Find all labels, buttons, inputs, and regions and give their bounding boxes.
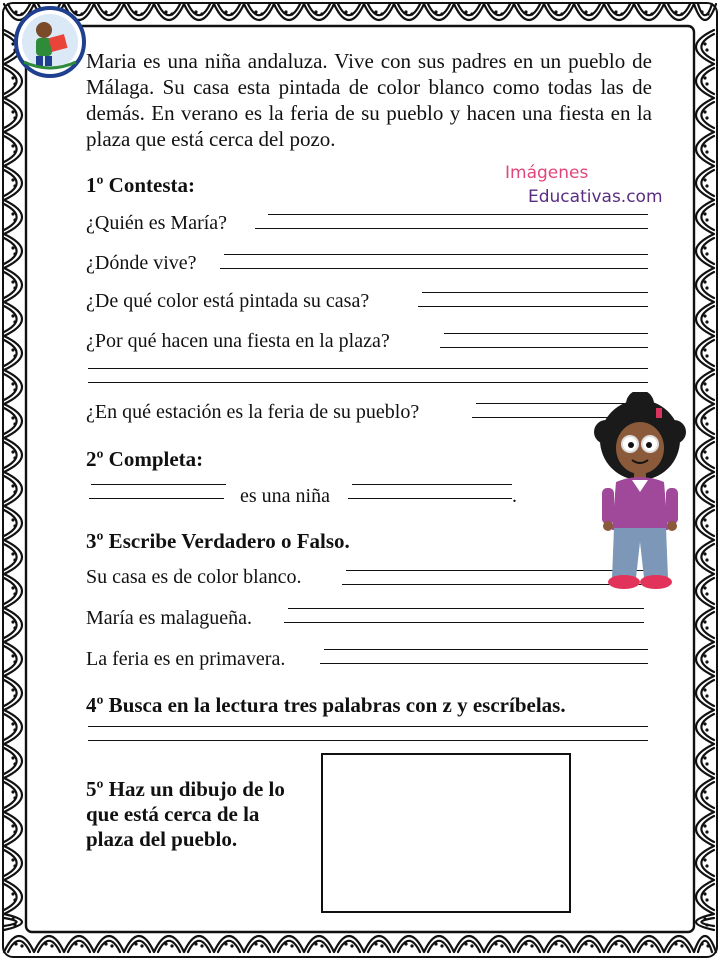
answer-line[interactable]: [88, 382, 648, 383]
answer-line[interactable]: [224, 254, 648, 255]
answer-line[interactable]: [288, 608, 644, 609]
section-3-heading: 3º Escribe Verdadero o Falso.: [86, 529, 350, 553]
completion-text: es una niña: [240, 485, 330, 507]
statement-3: La feria es en primavera.: [86, 648, 286, 670]
reading-passage: Maria es una niña andaluza. Vive con sus padres en un pueblo de Málaga. Su casa esta pintada de color blanco como todas las de demás. En verano es la feria de su pueblo y hacen una fiesta en la plaza que está cerca del pozo.: [86, 49, 652, 151]
statement-1: Su casa es de color blanco.: [86, 566, 302, 588]
question-1: ¿Quién es María?: [86, 212, 228, 234]
completion-period: .: [512, 485, 517, 507]
question-3: ¿De qué color está pintada su casa?: [86, 290, 370, 312]
answer-line[interactable]: [88, 368, 648, 369]
answer-line[interactable]: [440, 347, 648, 348]
watermark-line-2: Educativas.com: [528, 187, 663, 207]
blank-line[interactable]: [352, 484, 512, 485]
blank-line[interactable]: [348, 498, 512, 499]
question-5: ¿En qué estación es la feria de su pueblo?: [86, 401, 420, 423]
answer-line[interactable]: [88, 726, 648, 727]
section-5-heading-line-3: plaza del pueblo.: [86, 827, 238, 851]
answer-line[interactable]: [268, 214, 648, 215]
answer-line[interactable]: [418, 306, 648, 307]
section-5-heading-line-2: que está cerca de la: [86, 802, 260, 826]
answer-line[interactable]: [320, 663, 648, 664]
question-4: ¿Por qué hacen una fiesta en la plaza?: [86, 330, 390, 352]
answer-line[interactable]: [444, 333, 648, 334]
child-reading-logo-icon: [14, 6, 86, 78]
statement-2: María es malagueña.: [86, 607, 253, 629]
section-2-heading: 2º Completa:: [86, 447, 204, 471]
answer-line[interactable]: [255, 228, 648, 229]
answer-line[interactable]: [422, 292, 648, 293]
girl-with-glasses-illustration: [590, 392, 690, 592]
answer-line[interactable]: [284, 622, 644, 623]
blank-line[interactable]: [89, 498, 224, 499]
answer-line[interactable]: [88, 740, 648, 741]
section-4-heading: 4º Busca en la lectura tres palabras con z y escríbelas.: [86, 693, 566, 717]
watermark-line-1: Imágenes: [505, 163, 589, 183]
blank-line[interactable]: [91, 484, 226, 485]
answer-line[interactable]: [220, 268, 648, 269]
answer-line[interactable]: [324, 649, 648, 650]
section-1-heading: 1º Contesta:: [86, 173, 195, 197]
question-2: ¿Dónde vive?: [86, 252, 197, 274]
drawing-box[interactable]: [321, 753, 571, 913]
section-5-heading-line-1: 5º Haz un dibujo de lo: [86, 777, 285, 801]
